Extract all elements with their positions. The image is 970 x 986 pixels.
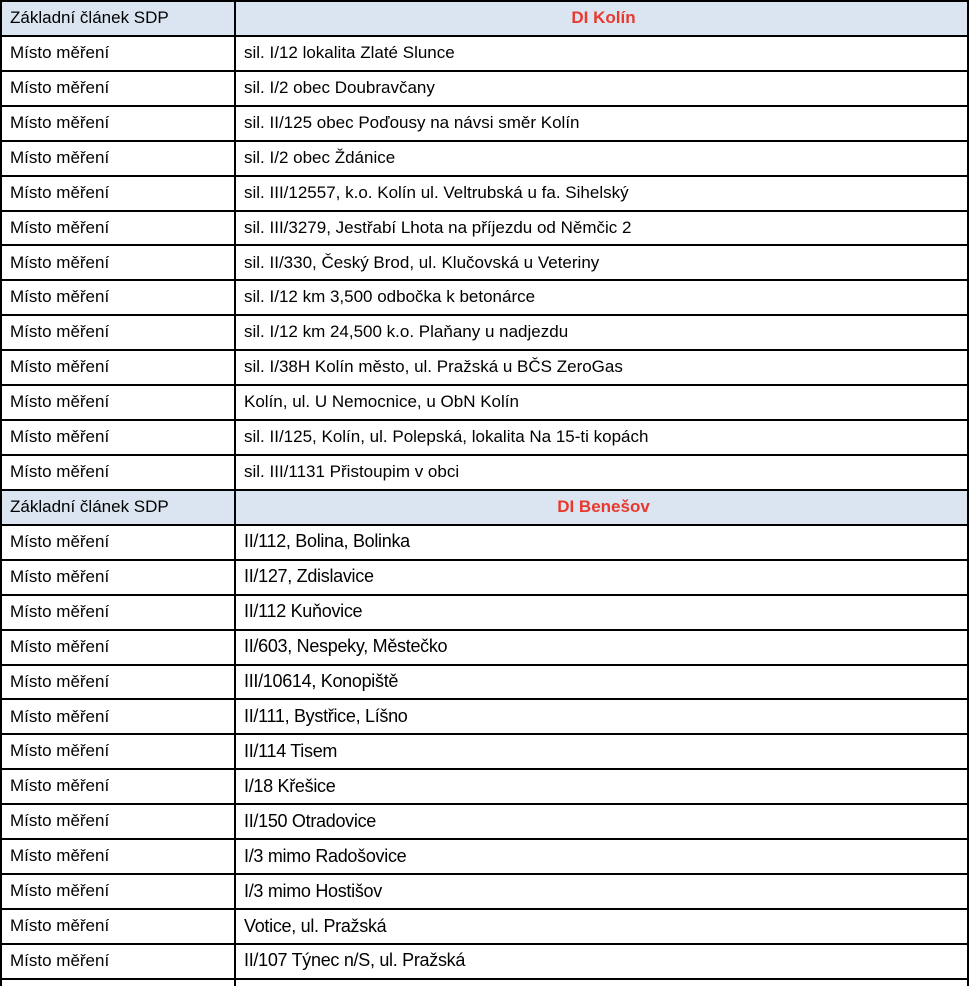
partial-row: [1, 979, 968, 986]
row-label-cell: Místo měření: [1, 36, 235, 71]
row-label-cell: Místo měření: [1, 350, 235, 385]
measurement-location-cell: sil. I/12 km 24,500 k.o. Plaňany u nadjezdu: [235, 315, 968, 350]
table-row: [1, 525, 968, 560]
table-row: [1, 280, 968, 315]
row-label-cell: Místo měření: [1, 106, 235, 141]
table-row: [1, 71, 968, 106]
measurement-location-cell: II/111, Bystřice, Líšno: [235, 699, 968, 734]
measurement-location-cell: sil. III/1131 Přistoupim v obci: [235, 455, 968, 490]
table-row: [1, 734, 968, 769]
measurement-location-cell: sil. I/12 km 3,500 odbočka k betonárce: [235, 280, 968, 315]
table-row: [1, 630, 968, 665]
measurement-location-cell: sil. II/125, Kolín, ul. Polepská, lokalita Na 15-ti kopách: [235, 420, 968, 455]
row-label-cell: Místo měření: [1, 699, 235, 734]
table-row: [1, 560, 968, 595]
row-label-cell: Místo měření: [1, 455, 235, 490]
table-row: [1, 909, 968, 944]
row-label-cell: Místo měření: [1, 560, 235, 595]
table-row: [1, 874, 968, 909]
table-row: [1, 176, 968, 211]
measurement-location-cell: I/3 mimo Radošovice: [235, 839, 968, 874]
row-label-cell: Místo měření: [1, 665, 235, 700]
row-label-cell: Místo měření: [1, 769, 235, 804]
section-title: DI Benešov: [235, 490, 968, 525]
row-label-cell: Místo měření: [1, 630, 235, 665]
row-label-cell: Místo měření: [1, 595, 235, 630]
table-row: [1, 141, 968, 176]
row-label-cell: Místo měření: [1, 71, 235, 106]
measurement-location-cell: II/112 Kuňovice: [235, 595, 968, 630]
measurement-location-cell: II/603, Nespeky, Městečko: [235, 630, 968, 665]
row-label-cell: Místo měření: [1, 315, 235, 350]
table-row: [1, 350, 968, 385]
measurement-location-cell: II/150 Otradovice: [235, 804, 968, 839]
table-row: [1, 665, 968, 700]
row-label-cell: Místo měření: [1, 525, 235, 560]
row-label-cell: Místo měření: [1, 839, 235, 874]
table-row: [1, 839, 968, 874]
measurement-location-cell: sil. III/3279, Jestřabí Lhota na příjezdu od Němčic 2: [235, 211, 968, 246]
measurement-location-cell: sil. III/12557, k.o. Kolín ul. Veltrubská u fa. Sihelský: [235, 176, 968, 211]
row-label-cell: Místo měření: [1, 176, 235, 211]
table-row: [1, 211, 968, 246]
measurement-location-cell: Kolín, ul. U Nemocnice, u ObN Kolín: [235, 385, 968, 420]
section-header-label: Základní článek SDP: [1, 1, 235, 36]
row-label-cell: Místo měření: [1, 909, 235, 944]
table-body: [1, 1, 968, 986]
measurement-location-cell: II/114 Tisem: [235, 734, 968, 769]
table-row: [1, 455, 968, 490]
table-row: [1, 315, 968, 350]
table-row: [1, 245, 968, 280]
table-row: [1, 804, 968, 839]
row-label-cell: Místo měření: [1, 874, 235, 909]
row-label-cell-partial: [1, 979, 235, 986]
measurement-location-cell: sil. II/125 obec Poďousy na návsi směr Kolín: [235, 106, 968, 141]
section-header-row: [1, 1, 968, 36]
measurement-location-cell: I/3 mimo Hostišov: [235, 874, 968, 909]
measurement-location-cell: II/112, Bolina, Bolinka: [235, 525, 968, 560]
measurement-location-cell: II/127, Zdislavice: [235, 560, 968, 595]
row-label-cell: Místo měření: [1, 734, 235, 769]
table-row: [1, 699, 968, 734]
measurement-location-cell: sil. I/38H Kolín město, ul. Pražská u BČS ZeroGas: [235, 350, 968, 385]
measurement-location-cell: sil. I/2 obec Doubravčany: [235, 71, 968, 106]
table-row: [1, 420, 968, 455]
table-row: [1, 769, 968, 804]
table-row: [1, 595, 968, 630]
table-row: [1, 944, 968, 979]
section-title: DI Kolín: [235, 1, 968, 36]
section-header-label: Základní článek SDP: [1, 490, 235, 525]
measurement-location-cell: III/10614, Konopiště: [235, 665, 968, 700]
row-label-cell: Místo měření: [1, 385, 235, 420]
row-label-cell: Místo měření: [1, 804, 235, 839]
row-label-cell: Místo měření: [1, 141, 235, 176]
section-header-row: [1, 490, 968, 525]
measurement-location-cell: sil. I/2 obec Ždánice: [235, 141, 968, 176]
row-label-cell: Místo měření: [1, 420, 235, 455]
row-label-cell: Místo měření: [1, 211, 235, 246]
measurement-location-cell-partial: [235, 979, 968, 986]
measurement-location-cell: Votice, ul. Pražská: [235, 909, 968, 944]
measurement-location-cell: sil. I/12 lokalita Zlaté Slunce: [235, 36, 968, 71]
table-row: [1, 36, 968, 71]
row-label-cell: Místo měření: [1, 944, 235, 979]
row-label-cell: Místo měření: [1, 245, 235, 280]
table-row: [1, 106, 968, 141]
table-row: [1, 385, 968, 420]
measurement-location-cell: I/18 Křešice: [235, 769, 968, 804]
measurement-location-cell: sil. II/330, Český Brod, ul. Klučovská u Veteriny: [235, 245, 968, 280]
measurement-location-cell: II/107 Týnec n/S, ul. Pražská: [235, 944, 968, 979]
row-label-cell: Místo měření: [1, 280, 235, 315]
